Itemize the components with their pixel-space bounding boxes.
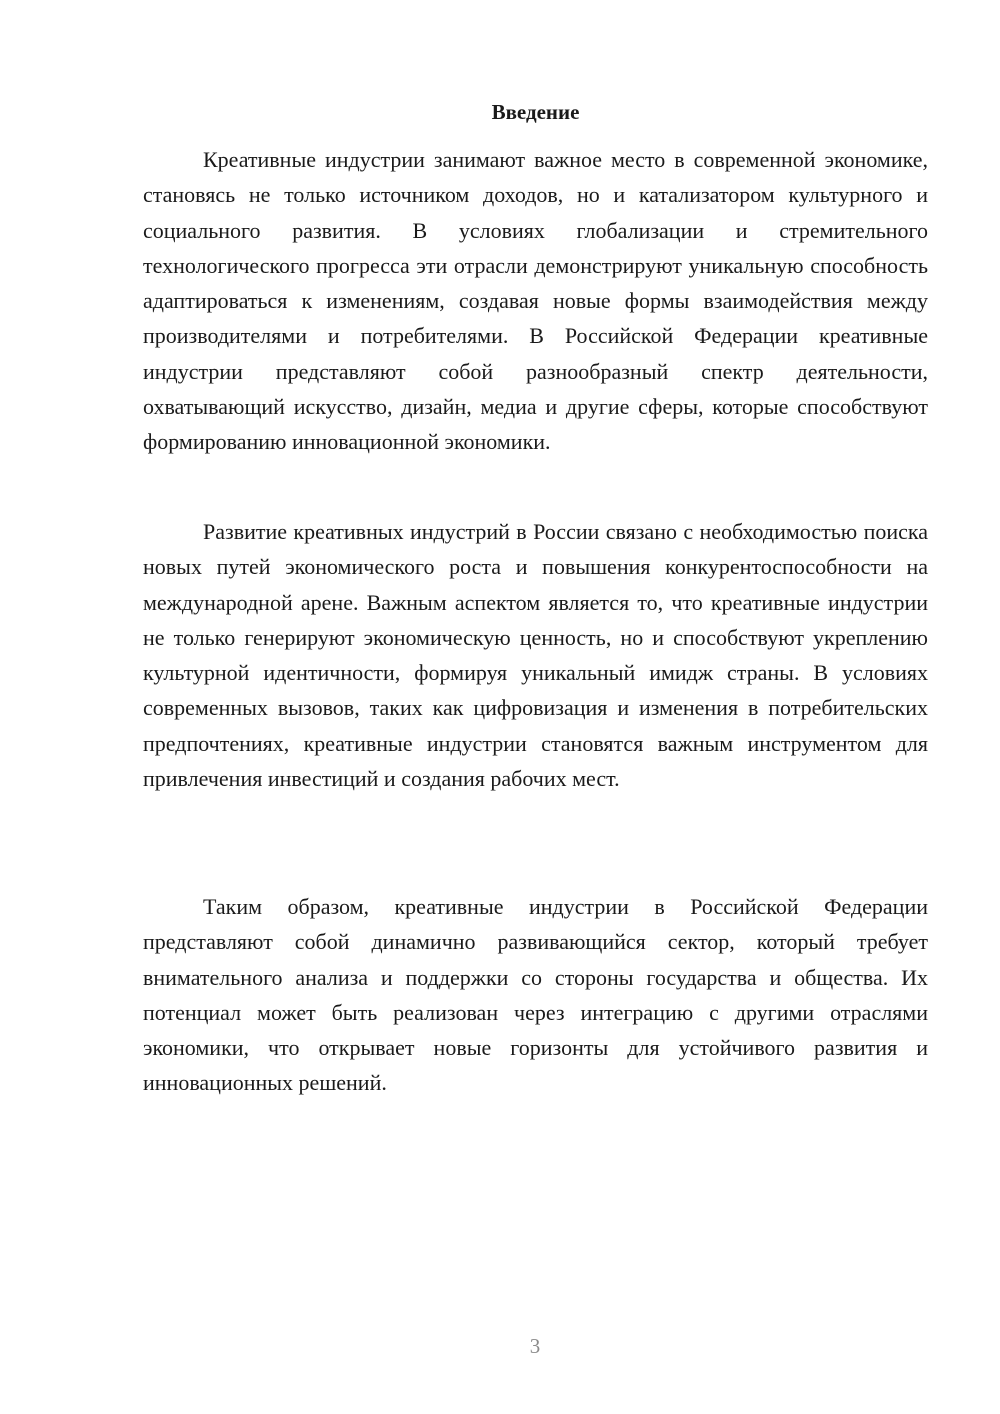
page-number: 3 bbox=[529, 1334, 541, 1358]
paragraph-2: Развитие креативных индустрий в России связано с необходимостью поиска новых путей экономического роста и повышения конкурентоспособности на международной арене. Важным аспектом является то, что креативные индустрии не только генерируют экономическую ценность, но и способствуют укреплению культурной идентичности, формируя уникальный имидж страны. В условиях современных вызовов, таких как цифровизация и изменения в потребительских предпочтениях, креативные индустрии становятся важным инструментом для привлечения инвестиций и создания рабочих мест. bbox=[143, 519, 928, 792]
section-title: Введение bbox=[491, 100, 580, 124]
paragraph-3: Таким образом, креативные индустрии в Российской Федерации представляют собой динамично развивающийся сектор, который требует внимательного анализа и поддержки со стороны государства и общества. Их потенциал может быть реализован через интеграцию с другими отраслями экономики, что открывает новые горизонты для устойчивого развития и инновационных решений. bbox=[143, 894, 928, 1096]
paragraph-1: Креативные индустрии занимают важное место в современной экономике, становясь не только источником доходов, но и катализатором культурного и социального развития. В условиях глобализации и стремительного технологического прогресса эти отрасли демонстрируют уникальную способность адаптироваться к изменениям, создавая новые формы взаимодействия между производителями и потребителями. В Российской Федерации креативные индустрии представляют собой разнообразный спектр деятельности, охватывающий искусство, дизайн, медиа и другие сферы, которые способствуют формированию инновационной экономики. bbox=[143, 147, 928, 455]
